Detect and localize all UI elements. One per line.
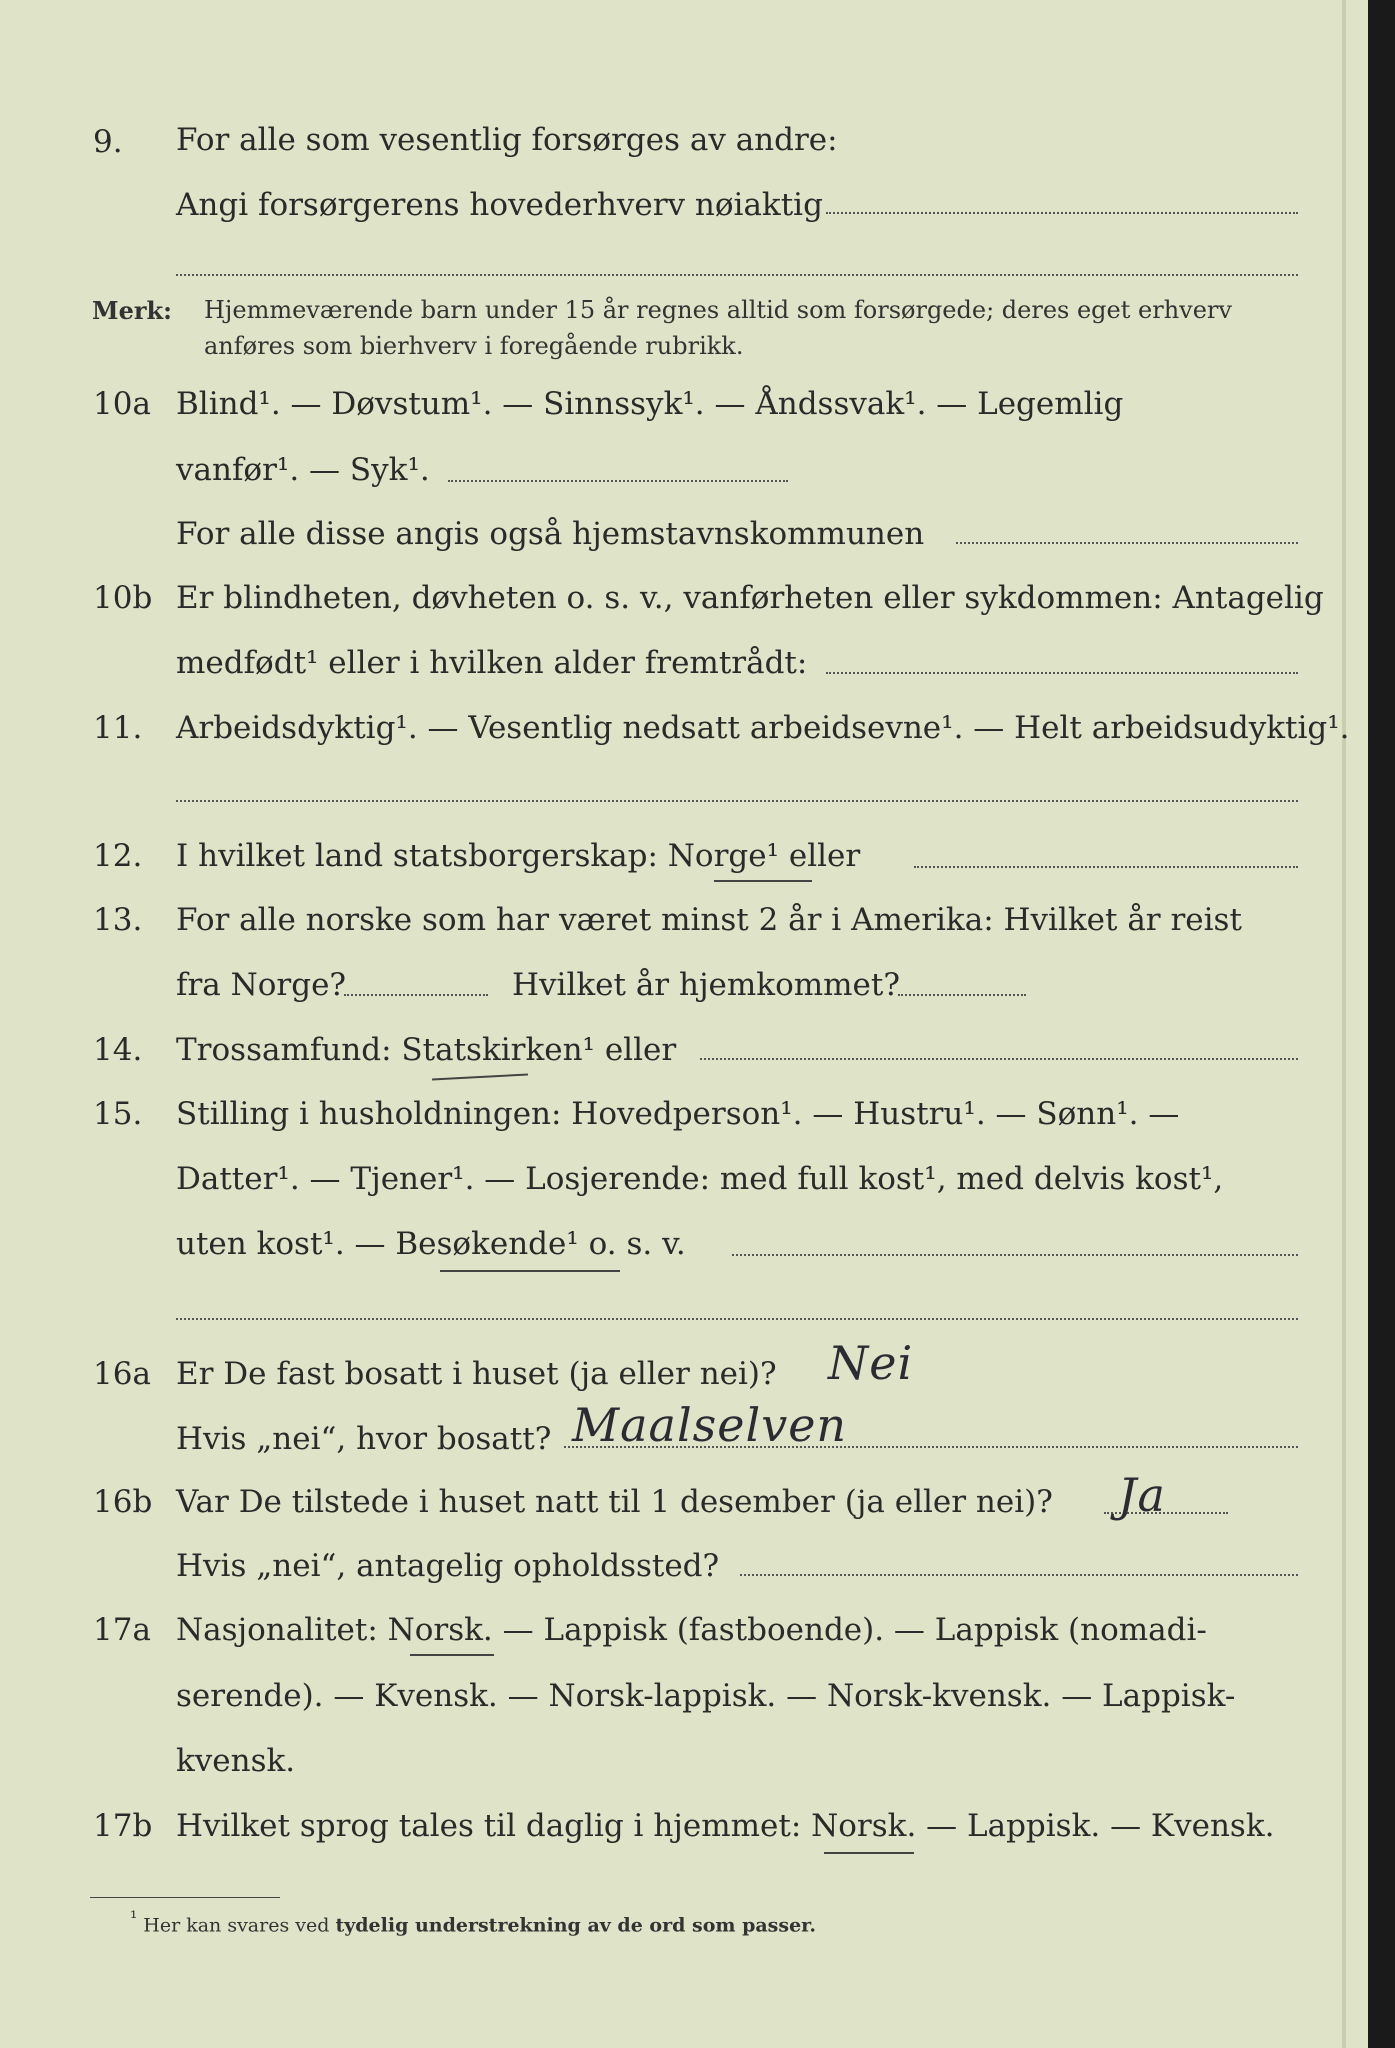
q13-hjemkommet-line[interactable] (898, 994, 1026, 996)
q17a-norsk-underline (410, 1654, 494, 1656)
q14-statskirken-mark (432, 1073, 528, 1080)
q10a-answer-line[interactable] (448, 480, 788, 482)
q17a-number: 17a (93, 1612, 151, 1648)
q15-number: 15. (93, 1096, 143, 1132)
q14-line1: Trossamfund: Statskirken¹ eller (176, 1032, 677, 1068)
q9-answer-line[interactable] (826, 212, 1298, 214)
q15-answer-line[interactable] (732, 1254, 1298, 1256)
q12-answer-line[interactable] (914, 866, 1298, 868)
q11-number: 11. (93, 710, 143, 746)
q11-answer-line[interactable] (176, 800, 1298, 802)
q10a-line2: vanfør¹. — Syk¹. (176, 452, 430, 488)
q16b-number: 16b (93, 1484, 153, 1520)
q17a-line3: kvensk. (176, 1743, 296, 1779)
q16a-bosatt-handwritten[interactable]: Maalselven (572, 1398, 848, 1452)
q12-line1: I hvilket land statsborgerskap: Norge¹ eller (176, 838, 861, 874)
footnote-text-plain: Her kan svares ved (143, 1914, 336, 1937)
q16a-answer-handwritten[interactable]: Nei (828, 1336, 914, 1390)
q15-besokende-underline (440, 1270, 620, 1272)
q15-line1: Stilling i husholdningen: Hovedperson¹. — Hustru¹. — Sønn¹. — (176, 1096, 1180, 1132)
q16b-line2: Hvis „nei“, antagelig opholdssted? (176, 1548, 720, 1584)
q10b-number: 10b (93, 580, 153, 616)
q9-line2: Angi forsørgerens hovederhverv nøiaktig (176, 187, 823, 223)
q16b-answer-handwritten[interactable]: Ja (1118, 1468, 1166, 1522)
q14-number: 14. (93, 1032, 143, 1068)
footnote-text-bold: tydelig understrekning av de ord som passer. (335, 1914, 817, 1937)
q10a-number: 10a (93, 386, 151, 422)
q10a-hjemstavn-line[interactable] (956, 542, 1298, 544)
q9-answer-line-2[interactable] (176, 274, 1298, 276)
q11-line1: Arbeidsdyktig¹. — Vesentlig nedsatt arbeidsevne¹. — Helt arbeidsudyktig¹. (176, 710, 1350, 746)
q17a-line1: Nasjonalitet: Norsk. — Lappisk (fastboende). — Lappisk (nomadi- (176, 1612, 1207, 1648)
q15-answer-line-2[interactable] (176, 1318, 1298, 1320)
q16a-line1: Er De fast bosatt i huset (ja eller nei)? (176, 1356, 777, 1392)
q10b-line1: Er blindheten, døvheten o. s. v., vanførheten eller sykdommen: Antagelig (176, 580, 1324, 616)
q13-line1: For alle norske som har været minst 2 år i Amerika: Hvilket år reist (176, 902, 1242, 938)
q10b-answer-line[interactable] (826, 672, 1298, 674)
footnote-mark: ¹ (130, 1908, 138, 1929)
footnote-rule (90, 1897, 280, 1898)
merk-label: Merk: (92, 296, 172, 325)
q12-norge-underline (714, 880, 812, 882)
q9-number: 9. (93, 124, 123, 160)
q14-answer-line[interactable] (700, 1058, 1298, 1060)
q13-line2a: fra Norge? (176, 967, 347, 1003)
merk-line1: Hjemmeværende barn under 15 år regnes alltid som forsørgede; deres eget erhverv (204, 296, 1232, 324)
q15-line2: Datter¹. — Tjener¹. — Losjerende: med full kost¹, med delvis kost¹, (176, 1161, 1224, 1197)
q17b-line1: Hvilket sprog tales til daglig i hjemmet: Norsk. — Lappisk. — Kvensk. (176, 1808, 1275, 1844)
footnote (130, 1908, 816, 1936)
q17a-line2: serende). — Kvensk. — Norsk-lappisk. — Norsk-kvensk. — Lappisk- (176, 1678, 1236, 1714)
q17b-number: 17b (93, 1808, 153, 1844)
q12-number: 12. (93, 838, 143, 874)
q13-line2b: Hvilket år hjemkommet? (512, 967, 900, 1003)
q15-line3: uten kost¹. — Besøkende¹ o. s. v. (176, 1226, 686, 1262)
q10a-line1: Blind¹. — Døvstum¹. — Sinnssyk¹. — Åndssvak¹. — Legemlig (176, 386, 1124, 422)
q17b-norsk-underline (824, 1852, 914, 1854)
q13-reist-line[interactable] (344, 994, 488, 996)
q16b-opholdssted-line[interactable] (740, 1574, 1298, 1576)
q9-line1: For alle som vesentlig forsørges av andre: (176, 122, 838, 158)
q10b-line2: medfødt¹ eller i hvilken alder fremtrådt: (176, 645, 808, 681)
merk-line2: anføres som bierhverv i foregående rubrikk. (204, 332, 744, 360)
q16b-line1: Var De tilstede i huset natt til 1 desember (ja eller nei)? (176, 1484, 1053, 1520)
page-edge (1342, 0, 1346, 2048)
q10a-line3: For alle disse angis også hjemstavnskommunen (176, 516, 925, 552)
q13-number: 13. (93, 902, 143, 938)
q16a-number: 16a (93, 1356, 151, 1392)
q16a-line2: Hvis „nei“, hvor bosatt? (176, 1421, 552, 1457)
